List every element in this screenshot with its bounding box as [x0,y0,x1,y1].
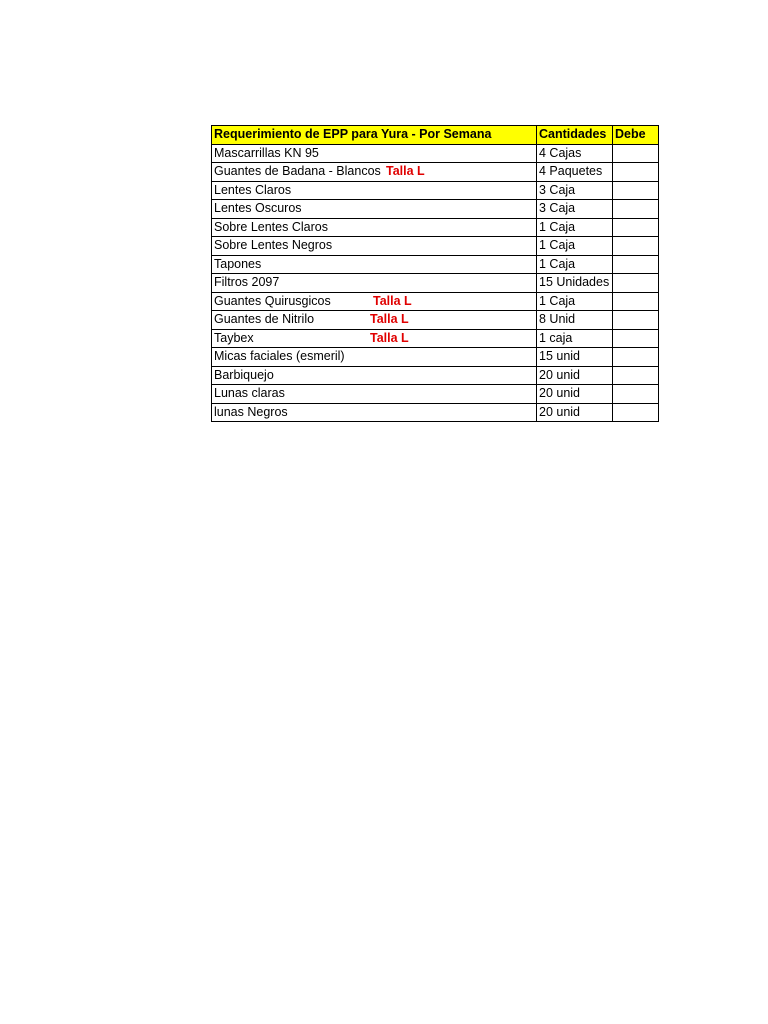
item-wrap [214,219,534,236]
cell-debe[interactable] [613,403,659,422]
cell-item[interactable] [212,163,537,182]
cell-debe[interactable] [613,255,659,274]
item-name: Mascarrillas KN 95 [214,145,319,160]
cell-quantity[interactable]: 1 Caja [537,218,613,237]
cell-debe[interactable] [613,218,659,237]
cell-item[interactable] [212,311,537,330]
item-name: Filtros 2097 [214,275,280,290]
item-wrap [214,385,534,402]
item-name: Tapones [214,256,262,271]
item-name: Sobre Lentes Negros [214,238,333,253]
table-row [212,385,659,404]
cell-quantity[interactable]: 4 Cajas [537,144,613,163]
size-note: Talla L [373,293,412,308]
cell-debe[interactable] [613,311,659,330]
epp-requirements-table [211,125,659,422]
item-wrap [214,256,534,273]
cell-item[interactable] [212,329,537,348]
header-quantities[interactable]: Cantidades [537,126,613,145]
item-wrap [214,274,534,291]
cell-item[interactable] [212,200,537,219]
item-name: Lentes Claros [214,182,292,197]
cell-quantity[interactable]: 1 caja [537,329,613,348]
item-wrap [214,404,534,421]
item-name: Guantes Quirusgicos [214,293,331,308]
item-wrap [214,311,534,328]
size-note: Talla L [370,330,409,345]
cell-quantity[interactable]: 1 Caja [537,237,613,256]
item-name: Micas faciales (esmeril) [214,349,345,364]
cell-quantity[interactable]: 20 unid [537,366,613,385]
cell-quantity[interactable]: 20 unid [537,403,613,422]
table-row [212,200,659,219]
cell-quantity[interactable]: 1 Caja [537,292,613,311]
table-row [212,181,659,200]
cell-item[interactable] [212,292,537,311]
header-debe[interactable]: Debe [613,126,659,145]
cell-item[interactable] [212,181,537,200]
table-row [212,366,659,385]
item-wrap [214,330,534,347]
cell-quantity[interactable]: 3 Caja [537,200,613,219]
size-note: Talla L [370,312,409,327]
cell-debe[interactable] [613,144,659,163]
cell-item[interactable] [212,255,537,274]
cell-debe[interactable] [613,348,659,367]
item-wrap [214,293,534,310]
cell-debe[interactable] [613,292,659,311]
item-wrap [214,367,534,384]
item-wrap [214,163,534,180]
cell-quantity[interactable]: 15 Unidades [537,274,613,293]
item-wrap [214,237,534,254]
table-row [212,255,659,274]
item-wrap [214,182,534,199]
cell-debe[interactable] [613,385,659,404]
item-name: Barbiquejo [214,367,274,382]
item-wrap [214,145,534,162]
cell-quantity[interactable]: 15 unid [537,348,613,367]
cell-item[interactable] [212,403,537,422]
table-row [212,403,659,422]
cell-quantity[interactable]: 20 unid [537,385,613,404]
cell-quantity[interactable]: 1 Caja [537,255,613,274]
item-name: Lunas claras [214,386,285,401]
table-row [212,274,659,293]
cell-quantity[interactable]: 4 Paquetes [537,163,613,182]
cell-quantity[interactable]: 3 Caja [537,181,613,200]
header-row [212,126,659,145]
cell-debe[interactable] [613,237,659,256]
size-note: Talla L [386,164,425,179]
table-row [212,292,659,311]
table-row [212,163,659,182]
item-wrap [214,200,534,217]
item-wrap [214,348,534,365]
item-name: Guantes de Badana - Blancos [214,164,381,179]
item-name: Taybex [214,330,254,345]
cell-debe[interactable] [613,181,659,200]
cell-item[interactable] [212,218,537,237]
table-row [212,311,659,330]
table-row [212,237,659,256]
item-name: lunas Negros [214,404,288,419]
cell-item[interactable] [212,274,537,293]
cell-debe[interactable] [613,200,659,219]
cell-debe[interactable] [613,366,659,385]
cell-item[interactable] [212,144,537,163]
table-row [212,348,659,367]
cell-item[interactable] [212,237,537,256]
table-row [212,218,659,237]
cell-debe[interactable] [613,163,659,182]
item-name: Lentes Oscuros [214,201,302,216]
table-row [212,329,659,348]
cell-item[interactable] [212,366,537,385]
item-name: Sobre Lentes Claros [214,219,328,234]
cell-item[interactable] [212,348,537,367]
table-row [212,144,659,163]
cell-debe[interactable] [613,274,659,293]
cell-quantity[interactable]: 8 Unid [537,311,613,330]
cell-debe[interactable] [613,329,659,348]
header-item[interactable]: Requerimiento de EPP para Yura - Por Semana [212,126,537,145]
cell-item[interactable] [212,385,537,404]
item-name: Guantes de Nitrilo [214,312,315,327]
